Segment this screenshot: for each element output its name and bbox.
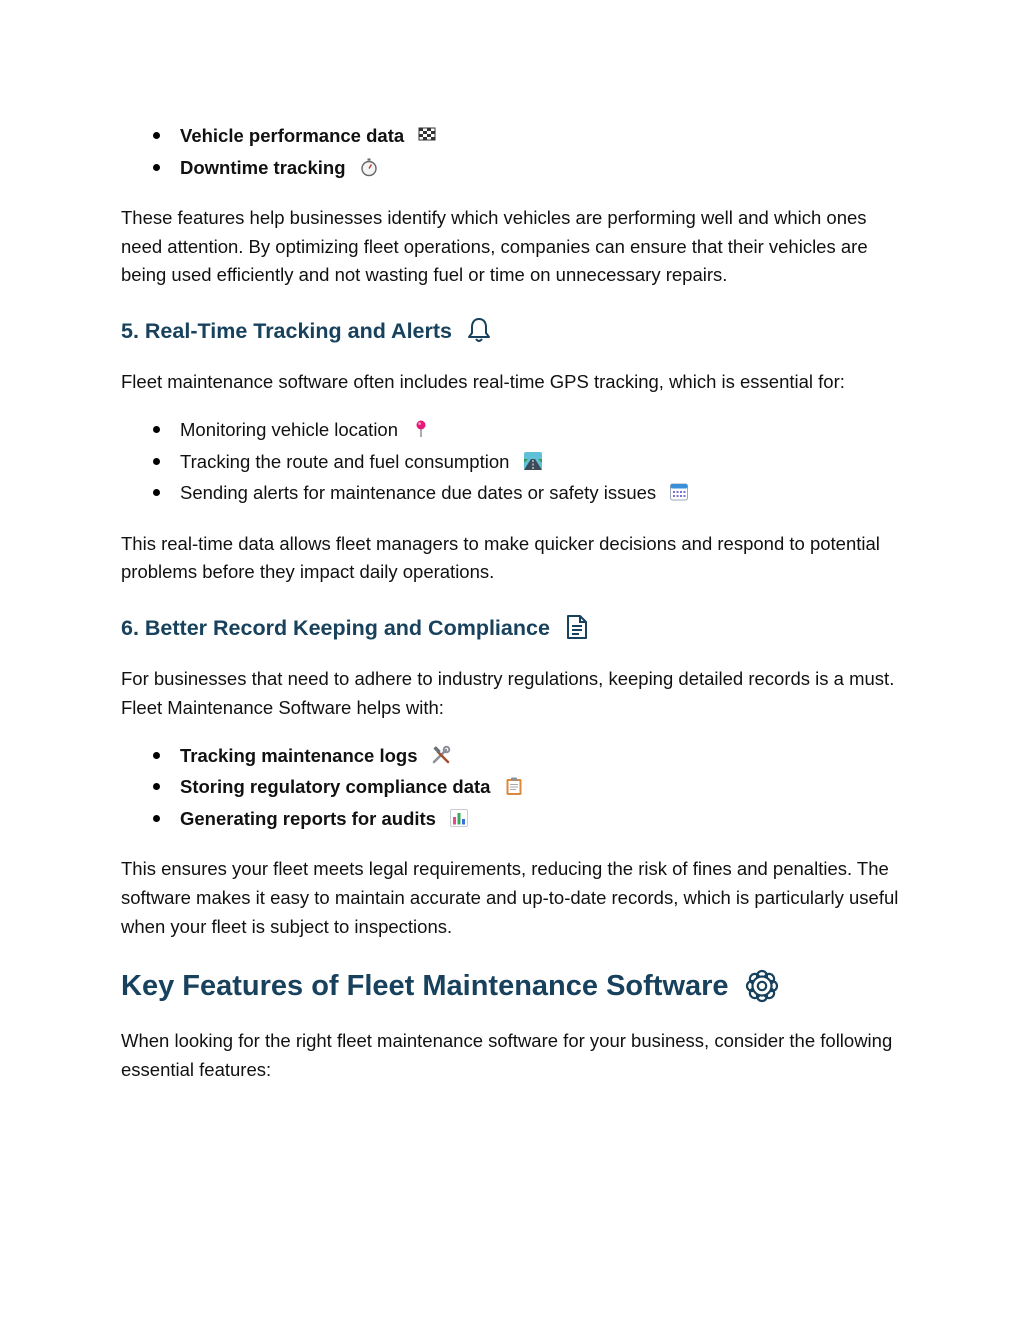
- list-item-text: Generating reports for audits: [180, 807, 436, 829]
- clipboard-icon: [504, 776, 524, 796]
- gear-icon: [745, 969, 779, 1003]
- list-item-text: Sending alerts for maintenance due dates or safety issues: [180, 482, 657, 504]
- list-item-text: Downtime tracking: [180, 156, 346, 178]
- bell-icon: [466, 316, 492, 344]
- list-item-text: Monitoring vehicle location: [180, 419, 399, 441]
- page-heading: [121, 967, 911, 1005]
- document-icon: [564, 613, 590, 641]
- document-content: [121, 122, 911, 1085]
- stopwatch-icon: [359, 157, 379, 177]
- paragraph: When looking for the right fleet maintenance software for your business, consider the following essential features:: [121, 1030, 893, 1081]
- compliance-list: [121, 742, 911, 837]
- list-item: [121, 122, 911, 154]
- list-item: [121, 416, 911, 448]
- round-pushpin-icon: [411, 419, 431, 439]
- list-item-text: Tracking the route and fuel consumption: [180, 450, 510, 472]
- list-item-text: Vehicle performance data: [180, 125, 405, 146]
- list-item: [121, 742, 911, 774]
- paragraph: For businesses that need to adhere to industry regulations, keeping detailed records is a must. Fleet Maintenance Software helps with:: [121, 668, 895, 719]
- list-item-text: Storing regulatory compliance data: [180, 776, 491, 798]
- list-item: [121, 448, 911, 480]
- bar-chart-icon: [449, 808, 469, 828]
- section-heading: [121, 613, 911, 643]
- list-item: [121, 805, 911, 837]
- calendar-icon: [669, 482, 689, 502]
- section-heading-text: 6. Better Record Keeping and Compliance: [121, 616, 550, 641]
- paragraph: These features help businesses identify which vehicles are performing well and which ones need attention. By optimizing fleet operations, companies can ensure that their vehicles are being used efficiently and not wasting fuel or time on unnecessary repairs.: [121, 207, 868, 286]
- page-heading-text: Key Features of Fleet Maintenance Software: [121, 970, 729, 1003]
- section-heading-text: 5. Real-Time Tracking and Alerts: [121, 319, 452, 344]
- list-item-text: Tracking maintenance logs: [180, 744, 418, 766]
- tracking-list: [121, 416, 911, 511]
- paragraph: Fleet maintenance software often includes real-time GPS tracking, which is essential for:: [121, 371, 845, 393]
- section-heading: [121, 316, 911, 346]
- paragraph: This real-time data allows fleet managers to make quicker decisions and respond to potential problems before they impact daily operations.: [121, 532, 880, 583]
- hammer-and-wrench-icon: [431, 745, 451, 765]
- checkered-flag-icon: [417, 125, 437, 145]
- list-item: [121, 154, 911, 186]
- list-item: [121, 479, 911, 511]
- motorway-icon: [523, 451, 543, 471]
- performance-list: [121, 122, 911, 185]
- list-item: [121, 773, 911, 805]
- paragraph: This ensures your fleet meets legal requirements, reducing the risk of fines and penalties. The software makes it easy to maintain accurate and up-to-date records, which is particularly useful when your fleet is subject to inspections.: [121, 858, 899, 937]
